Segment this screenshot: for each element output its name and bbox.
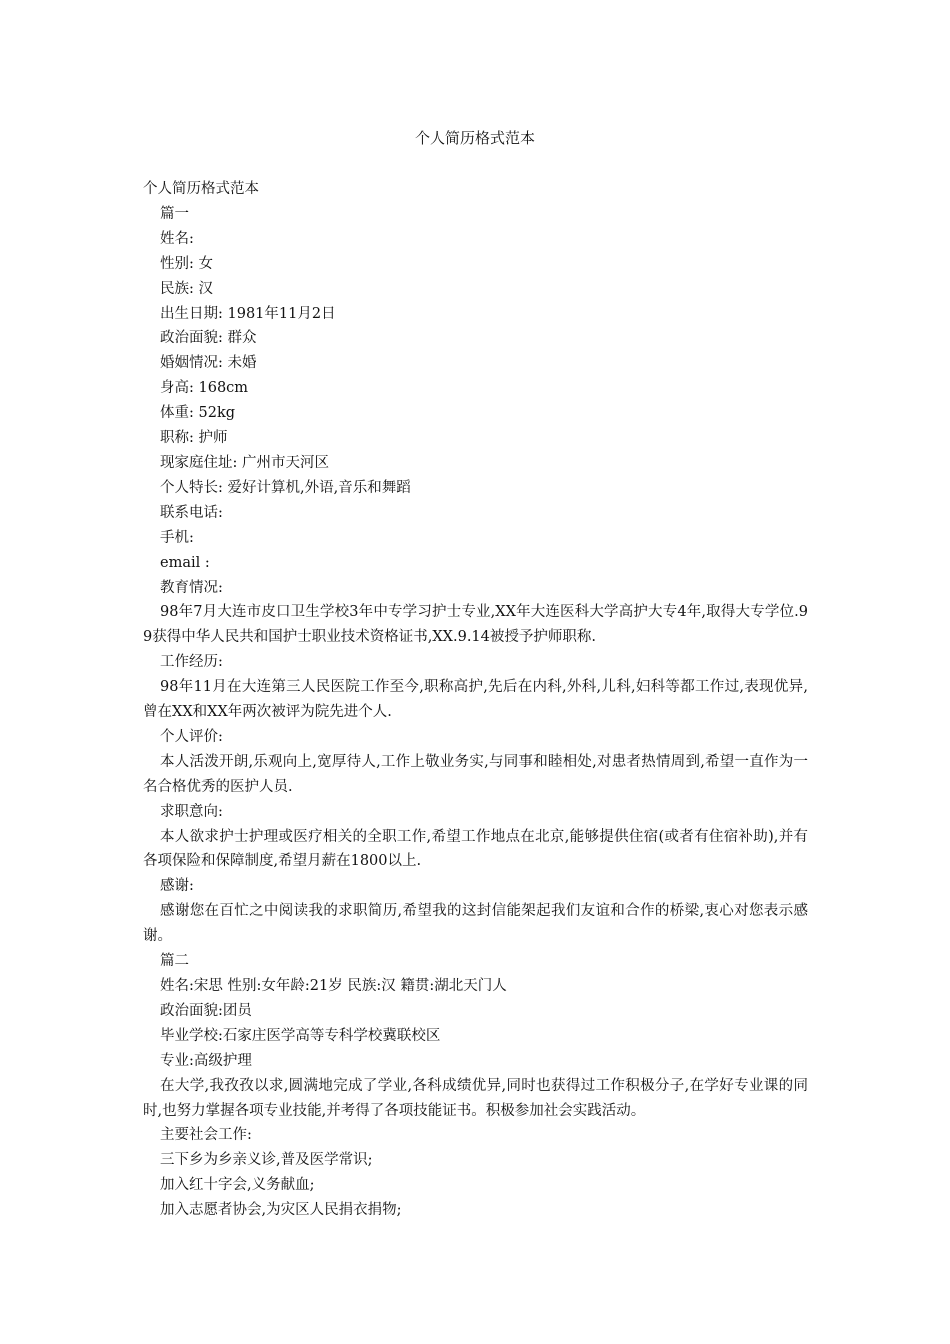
thanks-label: 感谢: xyxy=(160,878,194,895)
evaluation-text: 本人活泼开朗,乐观向上,宽厚待人,工作上敬业务实,与同事和睦相处,对患者热情周到,希望一直作为一名合格优秀的医护人员. xyxy=(143,753,808,795)
section2-heading: 篇二 xyxy=(160,953,189,970)
social-item: 加入红十字会,义务献血; xyxy=(160,1177,315,1194)
field-skills: 个人特长: 爱好计算机,外语,音乐和舞蹈 xyxy=(160,479,411,496)
major-info: 专业:高级护理 xyxy=(160,1052,252,1069)
document-body xyxy=(143,177,808,1223)
field-title: 职称: 护师 xyxy=(160,430,228,447)
field-height: 身高: 168cm xyxy=(160,380,249,397)
social-label: 主要社会工作: xyxy=(160,1127,252,1144)
education-text: 98年7月大连市皮口卫生学校3年中专学习护士专业,XX年大连医科大学高护大专4年,取得大专学位.99获得中华人民共和国护士职业技术资格证书,XX.9.14被授予护师职称. xyxy=(143,604,808,646)
field-marital: 婚姻情况: 未婚 xyxy=(160,355,257,372)
field-email: email : xyxy=(160,554,210,571)
thanks-text: 感谢您在百忙之中阅读我的求职简历,希望我的这封信能架起我们友谊和合作的桥梁,衷心对您表示感谢。 xyxy=(143,903,808,945)
summary-text: 在大学,我孜孜以求,圆满地完成了学业,各科成绩优异,同时也获得过工作积极分子,在学好专业课的同时,也努力掌握各项专业技能,并考得了各项技能证书。积极参加社会实践活动。 xyxy=(143,1077,808,1119)
field-weight: 体重: 52kg xyxy=(160,405,236,422)
social-item: 加入志愿者协会,为灾区人民捐衣捐物; xyxy=(160,1202,402,1219)
document-title: 个人简历格式范本 xyxy=(414,129,535,147)
field-ethnicity: 民族: 汉 xyxy=(160,280,213,297)
politics-info: 政治面貌:团员 xyxy=(160,1002,252,1019)
field-name: 姓名: xyxy=(160,230,194,247)
work-text: 98年11月在大连第三人民医院工作至今,职称高护,先后在内科,外科,儿科,妇科等都工作过,表现优异,曾在XX和XX年两次被评为院先进个人. xyxy=(143,679,808,721)
work-label: 工作经历: xyxy=(160,654,223,671)
evaluation-label: 个人评价: xyxy=(160,728,223,745)
social-item: 三下乡为乡亲义诊,普及医学常识; xyxy=(160,1152,373,1169)
field-address: 现家庭住址: 广州市天河区 xyxy=(160,454,329,471)
education-label: 教育情况: xyxy=(160,579,223,596)
intention-text: 本人欲求护士护理或医疗相关的全职工作,希望工作地点在北京,能够提供住宿(或者有住宿补助),并有各项保险和保障制度,希望月薪在1800以上. xyxy=(143,828,808,870)
school-info: 毕业学校:石家庄医学高等专科学校冀联校区 xyxy=(160,1027,441,1044)
field-politics: 政治面貌: 群众 xyxy=(160,330,257,347)
field-gender: 性别: 女 xyxy=(160,255,213,272)
intention-label: 求职意向: xyxy=(160,803,223,820)
document-subtitle: 个人简历格式范本 xyxy=(143,181,259,197)
field-birthdate: 出生日期: 1981年11月2日 xyxy=(160,305,336,322)
section1-heading: 篇一 xyxy=(160,205,189,222)
field-phone: 联系电话: xyxy=(160,504,223,521)
field-mobile: 手机: xyxy=(160,529,194,546)
basic-info: 姓名:宋思 性别:女年龄:21岁 民族:汉 籍贯:湖北天门人 xyxy=(160,978,507,994)
